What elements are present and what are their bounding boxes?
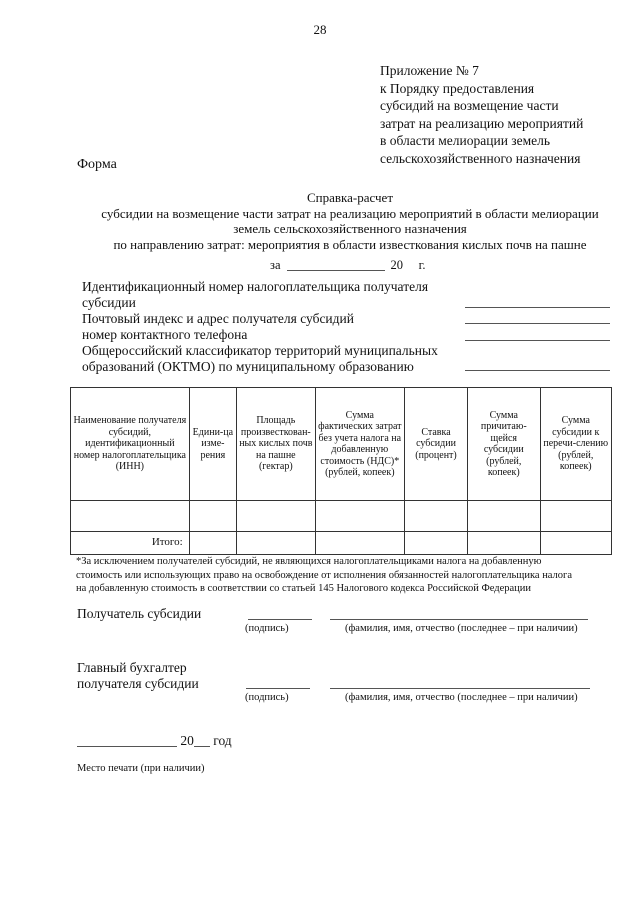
footnote-line: стоимость или использующих право на освобождение от исполнения обязанностей налогоплательщика налога	[76, 569, 573, 581]
footnote	[76, 555, 616, 596]
footnote-line: на добавленную стоимость в соответствии со статьей 145 Налогового кодекса Российской Федерации	[76, 583, 532, 594]
table-cell[interactable]	[315, 532, 404, 555]
table-cell[interactable]	[540, 501, 611, 532]
recipient-signature-field[interactable]	[248, 619, 312, 620]
header-due-subsidy: Сумма причитаю-щейся субсидии (рублей, копеек)	[468, 388, 541, 501]
address-label: Почтовый индекс и адрес получателя субсидий	[82, 311, 354, 326]
table-cell[interactable]	[540, 532, 611, 555]
appendix-block	[380, 62, 583, 168]
table-cell[interactable]	[237, 532, 316, 555]
header-transfer-subsidy: Сумма субсидии к перечи-слению (рублей, копеек)	[540, 388, 611, 501]
oktmo-field[interactable]	[465, 370, 610, 371]
name-caption: (фамилия, имя, отчество (последнее – при наличии)	[345, 692, 578, 703]
oktmo-label: Общероссийский классификатор территорий муниципальных	[82, 343, 438, 358]
signature-caption: (подпись)	[245, 692, 289, 703]
total-label: Итого:	[71, 532, 190, 555]
signature-caption: (подпись)	[245, 623, 289, 634]
inn-label: Идентификационный номер налогоплательщика получателя	[82, 279, 429, 294]
form-label: Форма	[77, 157, 117, 172]
date-year-blank[interactable]	[194, 746, 210, 747]
table-cell[interactable]	[468, 501, 541, 532]
name-caption: (фамилия, имя, отчество (последнее – при наличии)	[345, 623, 578, 634]
footnote-line: *За исключением получателей субсидий, не являющихся налогоплательщиками налога на добавленную	[76, 556, 542, 567]
table-cell[interactable]	[237, 501, 316, 532]
appendix-line: сельскохозяйственного назначения	[380, 150, 581, 166]
period-blank[interactable]	[287, 270, 385, 271]
table-row	[71, 501, 612, 532]
table-cell[interactable]	[468, 532, 541, 555]
calculation-table	[70, 387, 612, 555]
table-cell[interactable]	[404, 501, 467, 532]
recipient-name-field[interactable]	[330, 619, 588, 620]
table-total-row	[71, 532, 612, 555]
table-cell[interactable]	[189, 501, 236, 532]
recipient-fields	[82, 279, 438, 375]
title-line: Справка-расчет	[306, 190, 394, 205]
date-year-prefix: 20	[180, 733, 194, 748]
header-rate: Ставка субсидии (процент)	[404, 388, 467, 501]
stamp-note: Место печати (при наличии)	[77, 763, 205, 774]
accountant-label-line: Главный бухгалтер	[77, 660, 187, 675]
address-field[interactable]	[465, 323, 610, 324]
accountant-name-field[interactable]	[330, 688, 590, 689]
header-costs: Сумма фактических затрат без учета налога на добавленную стоимость (НДС)* (рублей, копеек)	[315, 388, 404, 501]
appendix-line: в области мелиорации земель	[380, 133, 551, 149]
title-line: субсидии на возмещение части затрат на реализацию мероприятий в области мелиорации	[101, 205, 599, 221]
inn-field[interactable]	[465, 307, 610, 308]
inn-label-cont: субсидии	[82, 295, 136, 310]
table-cell[interactable]	[315, 501, 404, 532]
header-area: Площадь произвесткован-ных кислых почв на пашне (гектар)	[237, 388, 316, 501]
title-line: по направлению затрат: мероприятия в области известкования кислых почв на пашне	[113, 236, 587, 252]
page-number: 28	[313, 22, 327, 37]
appendix-line: Приложение № 7	[380, 63, 479, 78]
period-suffix: г.	[418, 258, 426, 272]
appendix-line: субсидий на возмещение части	[380, 98, 559, 114]
period-year-prefix: 20	[390, 258, 403, 272]
title-line: земель сельскохозяйственного назначения	[233, 221, 467, 236]
phone-field[interactable]	[465, 340, 610, 341]
appendix-line: к Порядку предоставления	[380, 80, 535, 96]
appendix-line: затрат на реализацию мероприятий	[380, 115, 584, 131]
accountant-signature-field[interactable]	[246, 688, 310, 689]
recipient-signature-label: Получатель субсидии	[77, 606, 202, 621]
table-cell[interactable]	[189, 532, 236, 555]
header-unit: Едини-ца изме-рения	[189, 388, 236, 501]
header-recipient: Наименование получателя субсидий, идентификационный номер налогоплательщика (ИНН)	[71, 388, 190, 501]
table-cell[interactable]	[71, 501, 190, 532]
date-suffix: год	[213, 733, 232, 748]
accountant-signature-label	[77, 660, 199, 692]
date-blank[interactable]	[77, 746, 177, 747]
period-line	[270, 258, 425, 273]
phone-label: номер контактного телефона	[82, 327, 248, 342]
table-cell[interactable]	[404, 532, 467, 555]
date-line	[77, 733, 232, 749]
table-header-row	[71, 388, 612, 501]
period-prefix: за	[270, 258, 281, 272]
oktmo-label-cont: образований (ОКТМО) по муниципальному образованию	[82, 359, 414, 374]
document-title	[60, 190, 640, 252]
accountant-label-line: получателя субсидии	[77, 676, 199, 691]
